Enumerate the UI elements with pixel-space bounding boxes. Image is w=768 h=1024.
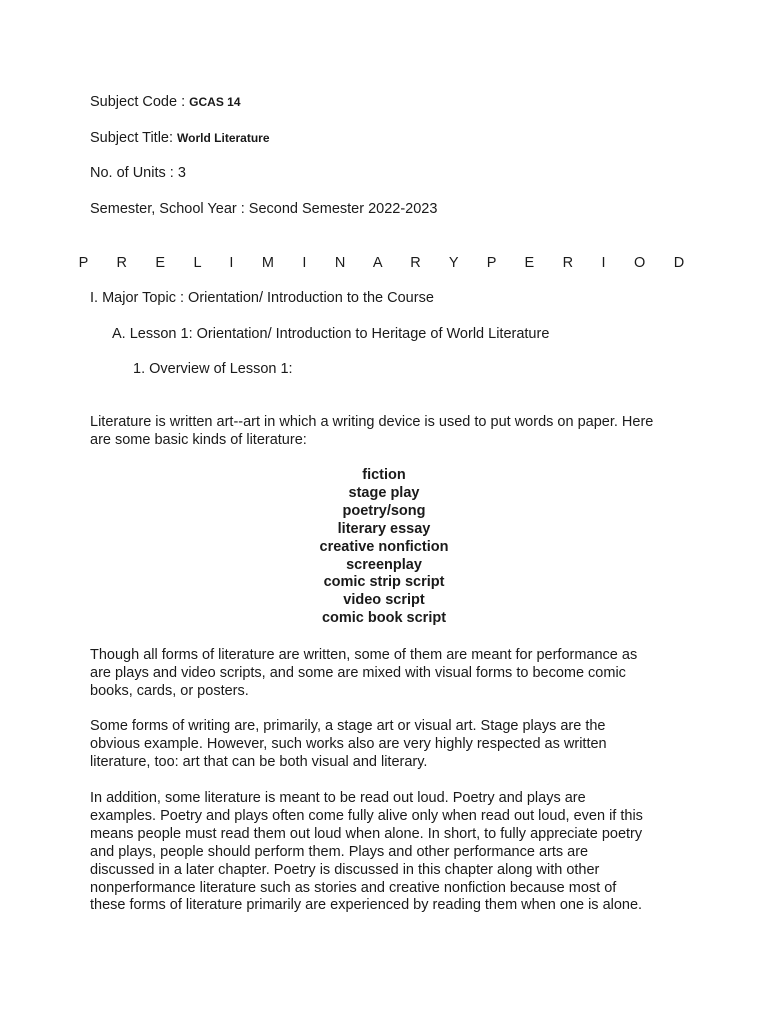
literature-kinds-list xyxy=(0,467,768,628)
paragraph-line: examples. Poetry and plays often come fully alive only when read out loud, even if this xyxy=(90,807,643,824)
kind-item: fiction xyxy=(362,467,406,483)
subject-title-value: World Literature xyxy=(177,131,270,145)
paragraph-line: books, cards, or posters. xyxy=(90,682,249,699)
paragraph-line: means people must read them out loud when alone. In short, to fully appreciate poetry xyxy=(90,825,643,842)
subject-code-line xyxy=(90,93,241,111)
paragraph-line: discussed in a later chapter. Poetry is discussed in this chapter along with other xyxy=(90,861,600,878)
kind-item: literary essay xyxy=(337,520,431,537)
kind-item: stage play xyxy=(348,484,420,501)
intro-paragraph xyxy=(90,414,690,450)
paragraph-line: Some forms of writing are, primarily, a stage art or visual art. Stage plays are the xyxy=(90,718,606,734)
paragraph-line: obvious example. However, such works also are very highly respected as written xyxy=(90,735,607,752)
semester-value: Second Semester 2022-2023 xyxy=(248,201,438,217)
read-aloud-paragraph xyxy=(90,790,690,915)
lesson-title: A. Lesson 1: Orientation/ Introduction to Heritage of World Literature xyxy=(112,326,550,342)
paragraph-line: these forms of literature primarily are experienced by reading them when one is alone. xyxy=(90,897,643,914)
units-label: No. of Units : xyxy=(90,165,174,181)
kind-item: poetry/song xyxy=(342,502,426,519)
kind-item: comic book script xyxy=(321,610,447,627)
kind-item: screenplay xyxy=(346,556,422,573)
semester-line xyxy=(90,200,437,218)
kind-item: video script xyxy=(343,592,425,609)
paragraph-line: literature, too: art that can be both visual and literary. xyxy=(90,753,428,770)
paragraph-line: are plays and video scripts, and some are mixed with visual forms to become comic xyxy=(90,664,626,681)
performance-paragraph xyxy=(90,647,690,701)
units-value: 3 xyxy=(177,165,186,181)
subject-code-label: Subject Code : xyxy=(90,94,186,110)
paragraph-line: Though all forms of literature are written, some of them are meant for performance as xyxy=(90,647,638,663)
subject-title-label: Subject Title: xyxy=(90,130,174,146)
stage-art-paragraph xyxy=(90,718,690,772)
subject-title-line xyxy=(90,129,270,147)
period-heading: P R E L I M I N A R Y P E R I O D xyxy=(78,255,690,271)
paragraph-line: are some basic kinds of literature: xyxy=(90,431,307,448)
subject-code-value: GCAS 14 xyxy=(189,95,241,109)
units-line xyxy=(90,164,186,182)
paragraph-line: nonperformance literature such as stories and creative nonfiction because most of xyxy=(90,879,617,896)
kind-item: comic strip script xyxy=(323,574,445,591)
kind-item: creative nonfiction xyxy=(319,538,449,555)
paragraph-line: and plays, people should perform them. Plays and other performance arts are xyxy=(90,843,589,860)
paragraph-line: In addition, some literature is meant to be read out loud. Poetry and plays are xyxy=(90,790,586,806)
paragraph-line: Literature is written art--art in which a writing device is used to put words on paper. Here xyxy=(90,414,654,430)
semester-label: Semester, School Year : xyxy=(90,201,245,217)
major-topic: I. Major Topic : Orientation/ Introduction to the Course xyxy=(90,290,434,306)
lesson-overview: 1. Overview of Lesson 1: xyxy=(133,361,293,377)
